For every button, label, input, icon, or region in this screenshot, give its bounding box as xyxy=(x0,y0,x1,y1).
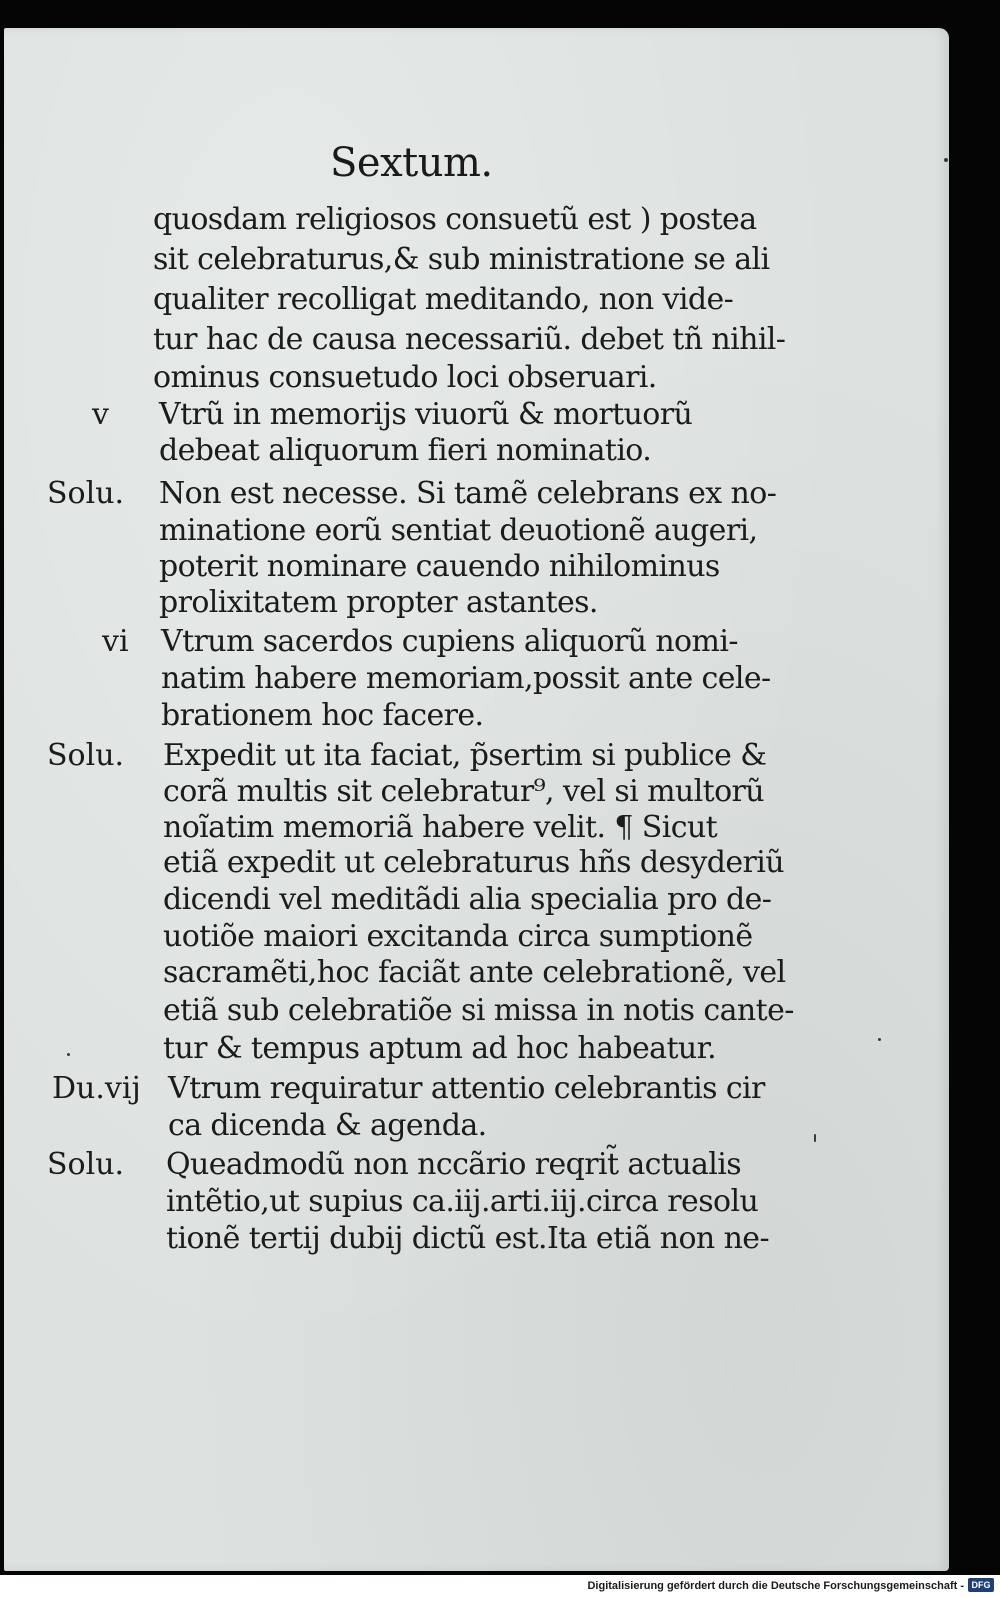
margin-marker: Solu. xyxy=(47,1147,125,1182)
text-line: prolixitatem propter astantes. xyxy=(159,585,598,620)
text-line: dicendi vel meditãdi alia specialia pro de- xyxy=(163,882,772,917)
text-line: ominus consuetudo loci obseruari. xyxy=(153,360,657,395)
text-line: minatione eorũ sentiat deuotionẽ augeri, xyxy=(159,513,758,548)
text-line: etiã sub celebratiõe si missa in notis cante- xyxy=(163,993,794,1028)
text-line: Vtrum requiratur attentio celebrantis cir xyxy=(168,1071,765,1106)
margin-marker: Solu. xyxy=(47,476,125,511)
text-line: corã multis sit celebratur⁹, vel si multorũ xyxy=(163,774,765,809)
text-line: Non est necesse. Si tamẽ celebrans ex no- xyxy=(159,476,777,511)
footer-credit: Digitalisierung gefördert durch die Deutsche Forschungsgemeinschaft - xyxy=(587,1580,964,1592)
text-line: qualiter recolligat meditando, non vide- xyxy=(153,282,734,317)
ink-speck xyxy=(944,158,948,162)
text-line: poterit nominare cauendo nihilominus xyxy=(159,549,720,584)
text-line: tur & tempus aptum ad hoc habeatur. xyxy=(163,1031,717,1066)
text-line: brationem hoc facere. xyxy=(161,698,484,733)
margin-marker: Solu. xyxy=(47,738,125,773)
text-line: etiã expedit ut celebraturus hñs desyderiũ xyxy=(163,845,784,880)
ink-speck xyxy=(878,1038,881,1041)
text-line: quosdam religiosos consuetũ est ) postea xyxy=(153,202,757,237)
text-line: noĩatim memoriã habere velit. ¶ Sicut xyxy=(163,810,718,845)
page-heading: Sextum. xyxy=(330,140,493,186)
text-line: sit celebraturus,& sub ministratione se ali xyxy=(153,242,770,277)
ink-speck xyxy=(67,1053,70,1056)
margin-marker: Du.vij xyxy=(52,1071,141,1106)
text-line: Expedit ut ita faciat, p̃sertim si publice & xyxy=(163,738,767,773)
margin-marker: v xyxy=(92,397,109,432)
text-line: uotiõe maiori excitanda circa sumptionẽ xyxy=(163,919,753,954)
text-line: natim habere memoriam,possit ante cele- xyxy=(161,661,771,696)
text-line: sacramẽti,hoc faciãt ante celebrationẽ, vel xyxy=(163,955,786,990)
text-line: Vtrum sacerdos cupiens aliquorũ nomi- xyxy=(161,624,738,659)
dfg-logo: DFG xyxy=(968,1578,994,1592)
text-line: tur hac de causa necessariũ. debet tñ nihil- xyxy=(153,322,786,357)
text-line: Queadmodũ non nccãrio reqrit̃ actualis xyxy=(166,1147,742,1182)
text-line: Vtrũ in memorijs viuorũ & mortuorũ xyxy=(159,397,693,432)
margin-marker: vi xyxy=(102,624,129,659)
book-page xyxy=(4,28,949,1571)
ink-speck xyxy=(814,1134,816,1142)
text-line: tionẽ tertij dubij dictũ est.Ita etiã non ne- xyxy=(166,1221,769,1256)
text-line: ca dicenda & agenda. xyxy=(168,1108,487,1143)
text-line: debeat aliquorum fieri nominatio. xyxy=(159,433,652,468)
text-line: intẽtio,ut supius ca.iij.arti.iij.circa resolu xyxy=(166,1184,759,1219)
